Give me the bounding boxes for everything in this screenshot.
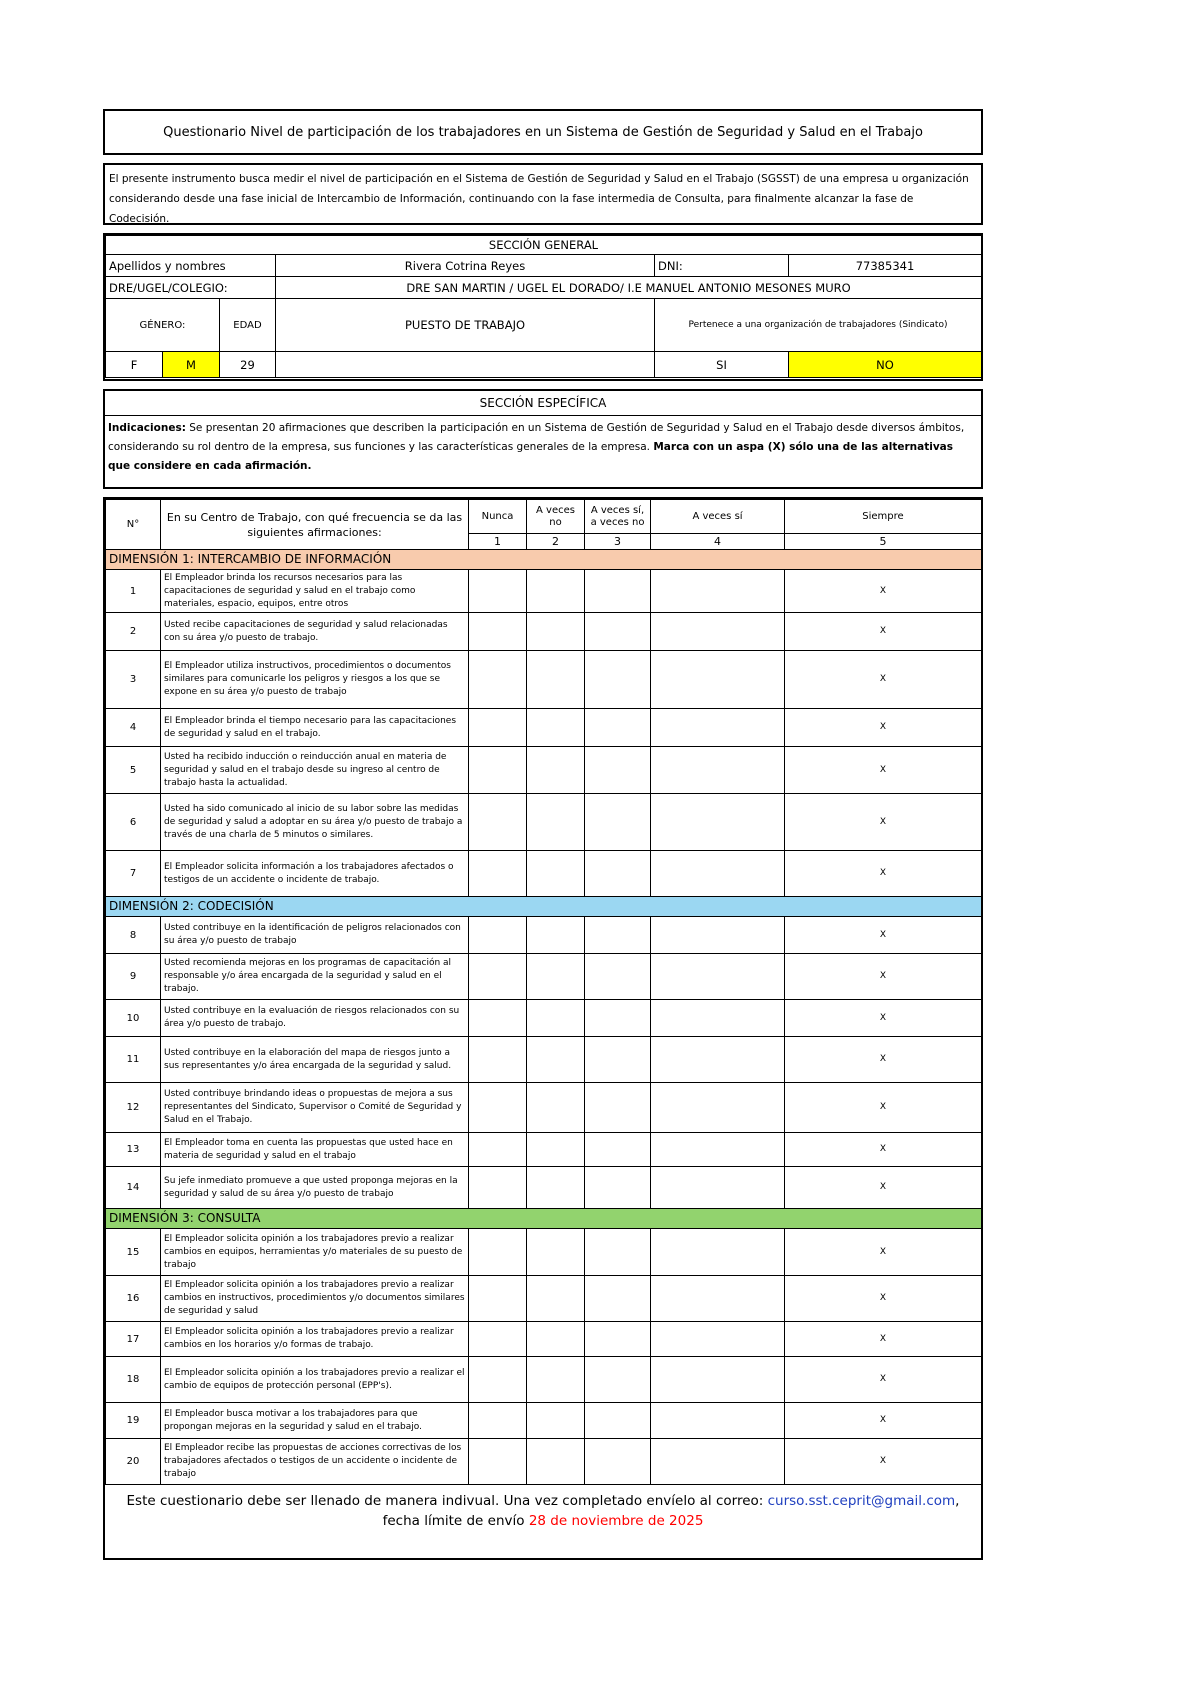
answer-cell-3[interactable] (585, 1000, 651, 1037)
answer-cell-1[interactable] (469, 1439, 527, 1485)
question-text: El Empleador solicita opinión a los trabajadores previo a realizar cambios en equipos, herramientas y/o materiales de su puesto de trabajo (161, 1229, 469, 1276)
question-row (106, 1322, 982, 1357)
answer-cell-4[interactable] (651, 794, 785, 851)
score-2: 2 (527, 534, 585, 550)
answer-cell-1[interactable] (469, 1133, 527, 1167)
question-text: El Empleador recibe las propuestas de acciones correctivas de los trabajadores afectados o testigos de un accidente o incidente de trabajo (161, 1439, 469, 1485)
question-number: 9 (106, 954, 161, 1000)
dimension-title: DIMENSIÓN 3: CONSULTA (106, 1209, 982, 1229)
answer-cell-5[interactable]: X (785, 1229, 982, 1276)
question-text: Usted recibe capacitaciones de seguridad y salud relacionadas con su área y/o puesto de trabajo. (161, 613, 469, 651)
answer-cell-2[interactable] (527, 709, 585, 747)
question-number: 17 (106, 1322, 161, 1357)
answer-cell-3[interactable] (585, 954, 651, 1000)
answer-cell-4[interactable] (651, 954, 785, 1000)
answer-cell-2[interactable] (527, 1133, 585, 1167)
question-number: 20 (106, 1439, 161, 1485)
question-text: El Empleador brinda los recursos necesarios para las capacitaciones de seguridad y salud en el trabajo como materiales, espacio, equipos, entre otros (161, 570, 469, 613)
answer-cell-2[interactable] (527, 1037, 585, 1083)
footer-email-link[interactable]: curso.sst.ceprit@gmail.com (767, 1493, 956, 1509)
question-text: El Empleador solicita opinión a los trabajadores previo a realizar el cambio de equipos de protección personal (EPP's). (161, 1357, 469, 1403)
answer-cell-2[interactable] (527, 917, 585, 954)
question-row (106, 1133, 982, 1167)
answer-cell-1[interactable] (469, 917, 527, 954)
question-text: Su jefe inmediato promueve a que usted proponga mejoras en la seguridad y salud de su área y/o puesto de trabajo (161, 1167, 469, 1209)
question-number: 8 (106, 917, 161, 954)
answer-cell-1[interactable] (469, 1357, 527, 1403)
form-intro (103, 163, 983, 225)
answer-cell-5[interactable]: X (785, 1403, 982, 1439)
question-number: 13 (106, 1133, 161, 1167)
answer-cell-5[interactable]: X (785, 1167, 982, 1209)
question-row (106, 651, 982, 709)
answer-cell-1[interactable] (469, 1000, 527, 1037)
answer-cell-1[interactable] (469, 1037, 527, 1083)
footer-deadline: 28 de noviembre de 2025 (528, 1513, 704, 1529)
question-row (106, 794, 982, 851)
dni-label: DNI: (655, 255, 789, 277)
answer-cell-5[interactable]: X (785, 1439, 982, 1485)
answer-cell-1[interactable] (469, 1167, 527, 1209)
gender-f-option[interactable]: F (106, 352, 163, 378)
answer-cell-4[interactable] (651, 1229, 785, 1276)
answer-cell-1[interactable] (469, 709, 527, 747)
answer-cell-5[interactable]: X (785, 1133, 982, 1167)
union-label: Pertenece a una organización de trabajadores (Sindicato) (655, 299, 982, 352)
question-number: 16 (106, 1276, 161, 1322)
answer-cell-5[interactable]: X (785, 1037, 982, 1083)
instructions-bold: Marca con un aspa (X) sólo una de las alternativas que considere en cada afirmación. (108, 441, 954, 472)
general-section (103, 233, 983, 381)
answer-cell-5[interactable]: X (785, 747, 982, 794)
question-text: El Empleador busca motivar a los trabajadores para que propongan mejoras en la seguridad y salud en el trabajo. (161, 1403, 469, 1439)
answer-cell-4[interactable] (651, 851, 785, 897)
answer-cell-5[interactable]: X (785, 917, 982, 954)
score-3: 3 (585, 534, 651, 550)
score-5: 5 (785, 534, 982, 550)
answer-cell-3[interactable] (585, 851, 651, 897)
question-row (106, 1403, 982, 1439)
specific-section (103, 389, 983, 489)
answer-cell-4[interactable] (651, 1000, 785, 1037)
question-row (106, 851, 982, 897)
answer-cell-4[interactable] (651, 1403, 785, 1439)
answer-cell-3[interactable] (585, 917, 651, 954)
question-number: 6 (106, 794, 161, 851)
form-title-text: Questionario Nivel de participación de los trabajadores en un Sistema de Gestión de Seguridad y Salud en el Trabajo (163, 124, 923, 140)
question-row (106, 1357, 982, 1403)
question-number: 10 (106, 1000, 161, 1037)
header-n: N° (106, 500, 161, 550)
answer-cell-3[interactable] (585, 1322, 651, 1357)
answer-cell-2[interactable] (527, 1403, 585, 1439)
answer-cell-3[interactable] (585, 1229, 651, 1276)
answer-cell-1[interactable] (469, 1229, 527, 1276)
dimension-title: DIMENSIÓN 1: INTERCAMBIO DE INFORMACIÓN (106, 550, 982, 570)
question-text: El Empleador solicita información a los trabajadores afectados o testigos de un accidente o incidente de trabajo. (161, 851, 469, 897)
answer-cell-4[interactable] (651, 1357, 785, 1403)
school-label: DRE/UGEL/COLEGIO: (106, 277, 276, 299)
union-si-option[interactable]: SI (655, 352, 789, 378)
answer-cell-2[interactable] (527, 1357, 585, 1403)
answer-cell-3[interactable] (585, 794, 651, 851)
answer-cell-3[interactable] (585, 1133, 651, 1167)
answer-cell-3[interactable] (585, 1439, 651, 1485)
question-number: 7 (106, 851, 161, 897)
header-option-4: A veces sí (651, 500, 785, 534)
job-value[interactable] (276, 352, 655, 378)
answer-cell-2[interactable] (527, 613, 585, 651)
answer-cell-4[interactable] (651, 1322, 785, 1357)
question-number: 12 (106, 1083, 161, 1133)
header-option-1: Nunca (469, 500, 527, 534)
answer-cell-5[interactable]: X (785, 1322, 982, 1357)
answer-cell-5[interactable]: X (785, 1000, 982, 1037)
question-number: 1 (106, 570, 161, 613)
question-row (106, 917, 982, 954)
answer-cell-2[interactable] (527, 1439, 585, 1485)
answer-cell-2[interactable] (527, 1276, 585, 1322)
answer-cell-4[interactable] (651, 651, 785, 709)
school-value[interactable]: DRE SAN MARTIN / UGEL EL DORADO/ I.E MANUEL ANTONIO MESONES MURO (276, 277, 982, 299)
answer-cell-1[interactable] (469, 570, 527, 613)
question-row (106, 709, 982, 747)
question-row (106, 1000, 982, 1037)
question-text: El Empleador utiliza instructivos, procedimientos o documentos similares para comunicarle los peligros y riesgos a los que se expone en su área y/o puesto de trabajo (161, 651, 469, 709)
answer-cell-1[interactable] (469, 1083, 527, 1133)
answer-cell-1[interactable] (469, 794, 527, 851)
question-text: El Empleador toma en cuenta las propuestas que usted hace en materia de seguridad y salud en el trabajo (161, 1133, 469, 1167)
answer-cell-2[interactable] (527, 570, 585, 613)
question-row (106, 954, 982, 1000)
dimension-row (106, 1209, 982, 1229)
answer-cell-3[interactable] (585, 613, 651, 651)
question-row (106, 1439, 982, 1485)
specific-instructions (105, 416, 981, 479)
answer-cell-4[interactable] (651, 1133, 785, 1167)
instructions-text: Se presentan 20 afirmaciones que describen la participación en un Sistema de Gestión de Seguridad y Salud en el Trabajo desde diversos ámbitos, considerando su rol dentro de la empresa, sus funciones y las características generales de la empresa. (108, 422, 965, 453)
question-row (106, 747, 982, 794)
footer-comma: , (955, 1493, 960, 1509)
answer-cell-5[interactable]: X (785, 1357, 982, 1403)
answer-cell-1[interactable] (469, 613, 527, 651)
score-1: 1 (469, 534, 527, 550)
question-row (106, 1167, 982, 1209)
answer-cell-4[interactable] (651, 1439, 785, 1485)
question-number: 19 (106, 1403, 161, 1439)
question-text: Usted contribuye en la elaboración del mapa de riesgos junto a sus representantes y/o área encargada de la seguridad y salud. (161, 1037, 469, 1083)
answer-cell-1[interactable] (469, 954, 527, 1000)
answer-cell-3[interactable] (585, 570, 651, 613)
header-option-2: A veces no (527, 500, 585, 534)
answer-cell-5[interactable]: X (785, 613, 982, 651)
answer-cell-5[interactable]: X (785, 1083, 982, 1133)
question-text: El Empleador solicita opinión a los trabajadores previo a realizar cambios en los horarios y/o formas de trabajo. (161, 1322, 469, 1357)
answer-cell-5[interactable]: X (785, 851, 982, 897)
question-number: 4 (106, 709, 161, 747)
answer-cell-4[interactable] (651, 1083, 785, 1133)
answer-cell-4[interactable] (651, 1276, 785, 1322)
question-number: 2 (106, 613, 161, 651)
answer-cell-5[interactable]: X (785, 954, 982, 1000)
footer-text-2: fecha límite de envío (382, 1513, 529, 1529)
answer-cell-2[interactable] (527, 1000, 585, 1037)
union-no-option[interactable]: NO (789, 352, 982, 378)
answer-cell-5[interactable]: X (785, 794, 982, 851)
dimension-title: DIMENSIÓN 2: CODECISIÓN (106, 897, 982, 917)
gender-m-option[interactable]: M (163, 352, 220, 378)
answer-cell-4[interactable] (651, 1167, 785, 1209)
answer-cell-1[interactable] (469, 1276, 527, 1322)
age-value[interactable]: 29 (220, 352, 276, 378)
answer-cell-3[interactable] (585, 651, 651, 709)
question-number: 15 (106, 1229, 161, 1276)
question-text: Usted contribuye brindando ideas o propuestas de mejora a sus representantes del Sindicato, Supervisor o Comité de Seguridad y Salud en el Trabajo. (161, 1083, 469, 1133)
job-label: PUESTO DE TRABAJO (276, 299, 655, 352)
answer-cell-4[interactable] (651, 747, 785, 794)
answer-cell-1[interactable] (469, 747, 527, 794)
answer-cell-2[interactable] (527, 1167, 585, 1209)
answer-cell-1[interactable] (469, 651, 527, 709)
answer-cell-2[interactable] (527, 954, 585, 1000)
answer-cell-2[interactable] (527, 651, 585, 709)
answer-cell-3[interactable] (585, 1167, 651, 1209)
question-text: Usted recomienda mejoras en los programas de capacitación al responsable y/o área encargada de la seguridad y salud en el trabajo. (161, 954, 469, 1000)
form-title (103, 109, 983, 155)
dimension-row (106, 550, 982, 570)
answer-cell-3[interactable] (585, 1357, 651, 1403)
gender-label: GÉNERO: (106, 299, 220, 352)
question-row (106, 1037, 982, 1083)
answer-cell-2[interactable] (527, 1083, 585, 1133)
answer-cell-5[interactable]: X (785, 709, 982, 747)
answer-cell-3[interactable] (585, 1403, 651, 1439)
questionnaire-table (103, 497, 983, 1560)
question-text: Usted ha sido comunicado al inicio de su labor sobre las medidas de seguridad y salud a adoptar en su área y/o puesto de trabajo a través de una charla de 5 minutos o similares. (161, 794, 469, 851)
answer-cell-2[interactable] (527, 1322, 585, 1357)
general-heading: SECCIÓN GENERAL (106, 236, 982, 255)
answer-cell-4[interactable] (651, 917, 785, 954)
intro-text: El presente instrumento busca medir el nivel de participación en el Sistema de Gestión de Seguridad y Salud en el Trabajo (SGSST) de una empresa u organización considerando desde una fase inicial de Intercambio de Información, continuando con la fase intermedia de Consulta, para finalmente alcanzar la fase de Codecisión. (109, 173, 969, 225)
age-label: EDAD (220, 299, 276, 352)
question-text: Usted ha recibido inducción o reinducción anual en materia de seguridad y salud en el trabajo desde su ingreso al centro de trabajo hasta la actualidad. (161, 747, 469, 794)
answer-cell-3[interactable] (585, 709, 651, 747)
answer-cell-4[interactable] (651, 570, 785, 613)
answer-cell-3[interactable] (585, 1037, 651, 1083)
answer-cell-5[interactable]: X (785, 1276, 982, 1322)
question-text: Usted contribuye en la identificación de peligros relacionados con su área y/o puesto de trabajo (161, 917, 469, 954)
score-4: 4 (651, 534, 785, 550)
question-text: El Empleador brinda el tiempo necesario para las capacitaciones de seguridad y salud en el trabajo. (161, 709, 469, 747)
instructions-label: Indicaciones: (108, 422, 186, 434)
answer-cell-3[interactable] (585, 1083, 651, 1133)
question-number: 14 (106, 1167, 161, 1209)
answer-cell-5[interactable]: X (785, 651, 982, 709)
header-option-3: A veces sí, a veces no (585, 500, 651, 534)
answer-cell-4[interactable] (651, 709, 785, 747)
question-text: Usted contribuye en la evaluación de riesgos relacionados con su área y/o puesto de trabajo. (161, 1000, 469, 1037)
answer-cell-2[interactable] (527, 747, 585, 794)
form-footer (105, 1485, 981, 1537)
question-text: El Empleador solicita opinión a los trabajadores previo a realizar cambios en instructivos, procedimientos y/o documentos similares de seguridad y salud (161, 1276, 469, 1322)
header-question: En su Centro de Trabajo, con qué frecuencia se da las siguientes afirmaciones: (161, 500, 469, 550)
answer-cell-1[interactable] (469, 851, 527, 897)
answer-cell-4[interactable] (651, 613, 785, 651)
question-row (106, 1276, 982, 1322)
dni-value[interactable]: 77385341 (789, 255, 982, 277)
question-number: 5 (106, 747, 161, 794)
answer-cell-5[interactable]: X (785, 570, 982, 613)
answer-cell-3[interactable] (585, 1276, 651, 1322)
question-number: 3 (106, 651, 161, 709)
question-row (106, 613, 982, 651)
question-row (106, 570, 982, 613)
dimension-row (106, 897, 982, 917)
answer-cell-2[interactable] (527, 1229, 585, 1276)
name-value[interactable]: Rivera Cotrina Reyes (276, 255, 655, 277)
answer-cell-4[interactable] (651, 1037, 785, 1083)
footer-text-1: Este cuestionario debe ser llenado de manera indivual. Una vez completado envíelo al correo: (126, 1493, 768, 1509)
name-label: Apellidos y nombres (106, 255, 276, 277)
question-row (106, 1229, 982, 1276)
answer-cell-1[interactable] (469, 1403, 527, 1439)
answer-cell-1[interactable] (469, 1322, 527, 1357)
answer-cell-2[interactable] (527, 794, 585, 851)
question-number: 11 (106, 1037, 161, 1083)
answer-cell-2[interactable] (527, 851, 585, 897)
header-option-5: Siempre (785, 500, 982, 534)
question-number: 18 (106, 1357, 161, 1403)
question-row (106, 1083, 982, 1133)
answer-cell-3[interactable] (585, 747, 651, 794)
specific-heading: SECCIÓN ESPECÍFICA (105, 391, 981, 416)
